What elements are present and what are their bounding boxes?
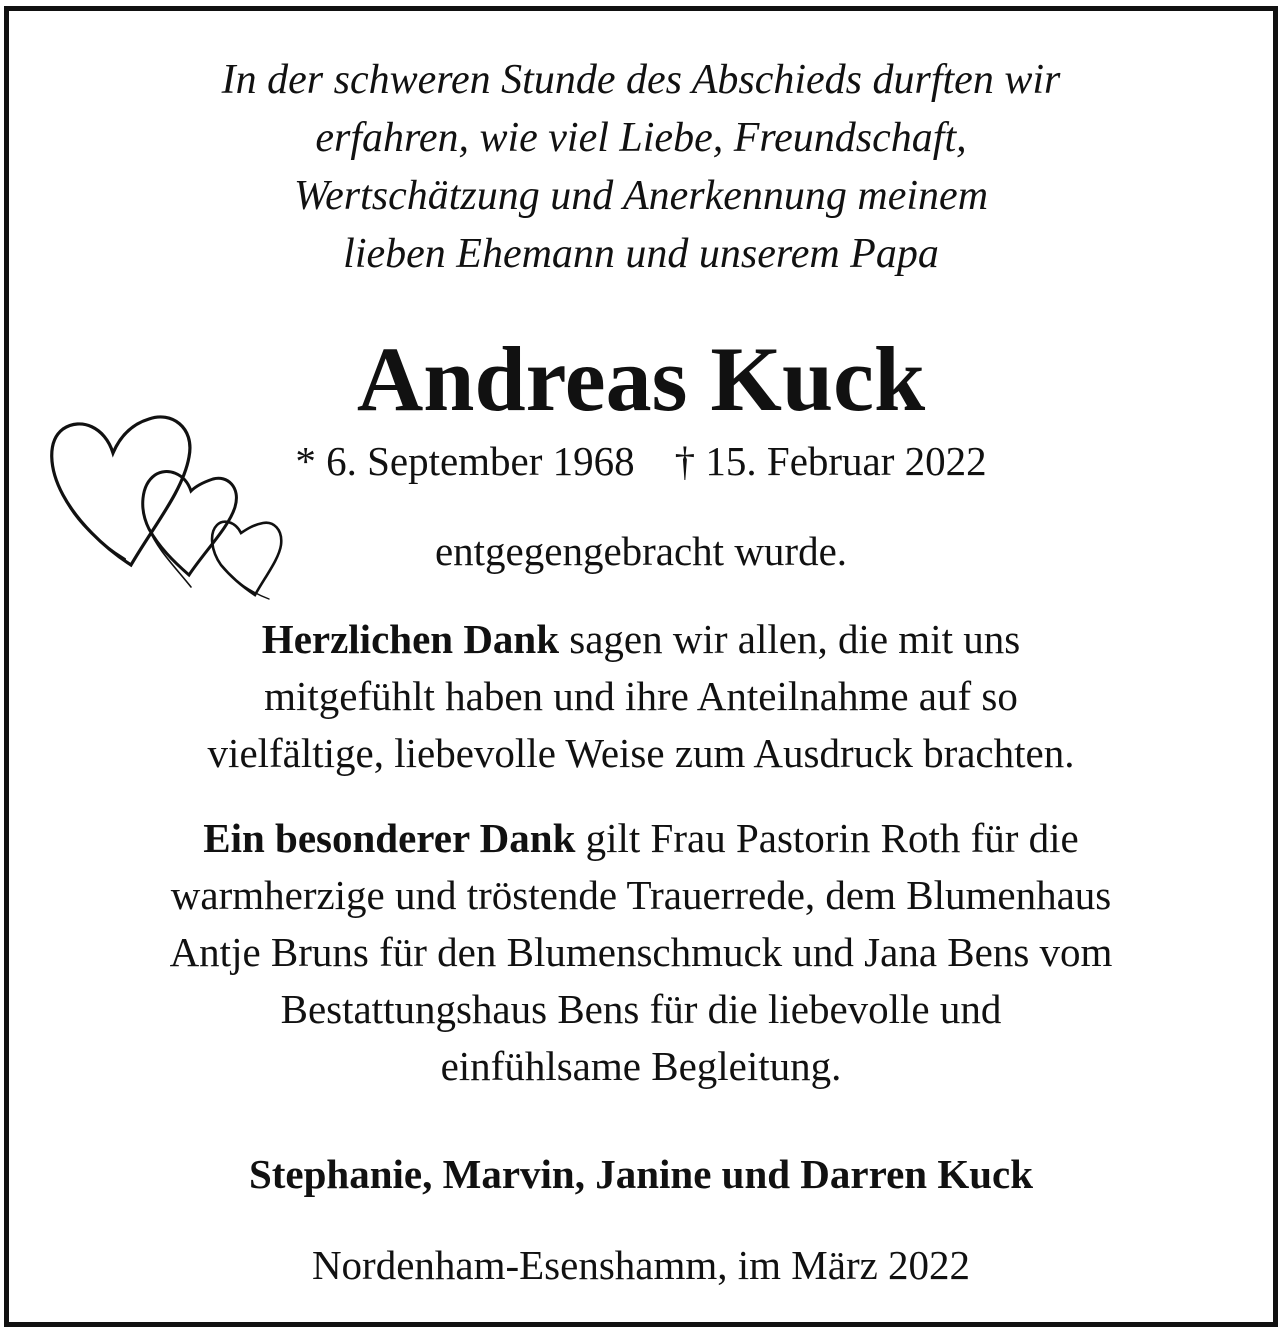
intro-line-4: lieben Ehemann und unserem Papa <box>343 231 939 277</box>
thanks2-rest: gilt Frau Pastorin Roth für die <box>575 815 1079 861</box>
thanks2-line-4: Bestattungshaus Bens für die liebevolle und <box>280 986 1002 1032</box>
thanks2-line-1 <box>9 810 1273 867</box>
thanks1-line-3: vielfältige, liebevolle Weise zum Ausdruck brachten. <box>207 730 1075 776</box>
signers: Stephanie, Marvin, Janine und Darren Kuck <box>248 1151 1034 1197</box>
thanks2-bold: Ein besonderer Dank <box>203 815 576 861</box>
intro-line-1: In der schweren Stunde des Abschieds durften wir <box>221 57 1061 103</box>
thanks2-line-3: Antje Bruns für den Blumenschmuck und Jana Bens vom <box>169 929 1113 975</box>
thanks1-rest: sagen wir allen, die mit uns <box>559 616 1021 662</box>
thanks1-line-1 <box>9 611 1273 668</box>
intro-line-2: erfahren, wie viel Liebe, Freundschaft, <box>315 115 967 161</box>
intro-line-3: Wertschätzung und Anerkennung meinem <box>293 173 989 219</box>
place-date: Nordenham-Esenshamm, im März 2022 <box>311 1242 971 1288</box>
deceased-name: Andreas Kuck <box>356 328 926 430</box>
received-text: entgegengebracht wurde. <box>434 528 848 574</box>
thanks2-line-2: warmherzige und tröstende Trauerrede, dem Blumenhaus <box>170 872 1112 918</box>
thanks2-line-5: einfühlsame Begleitung. <box>440 1043 842 1089</box>
death-date: † 15. Februar 2022 <box>674 438 987 484</box>
life-dates <box>9 433 1273 490</box>
thanks1-line-2: mitgefühlt haben und ihre Anteilnahme auf so <box>264 673 1018 719</box>
obituary-notice <box>4 6 1278 1327</box>
birth-date: * 6. September 1968 <box>295 438 635 484</box>
thanks1-bold: Herzlichen Dank <box>261 616 560 662</box>
